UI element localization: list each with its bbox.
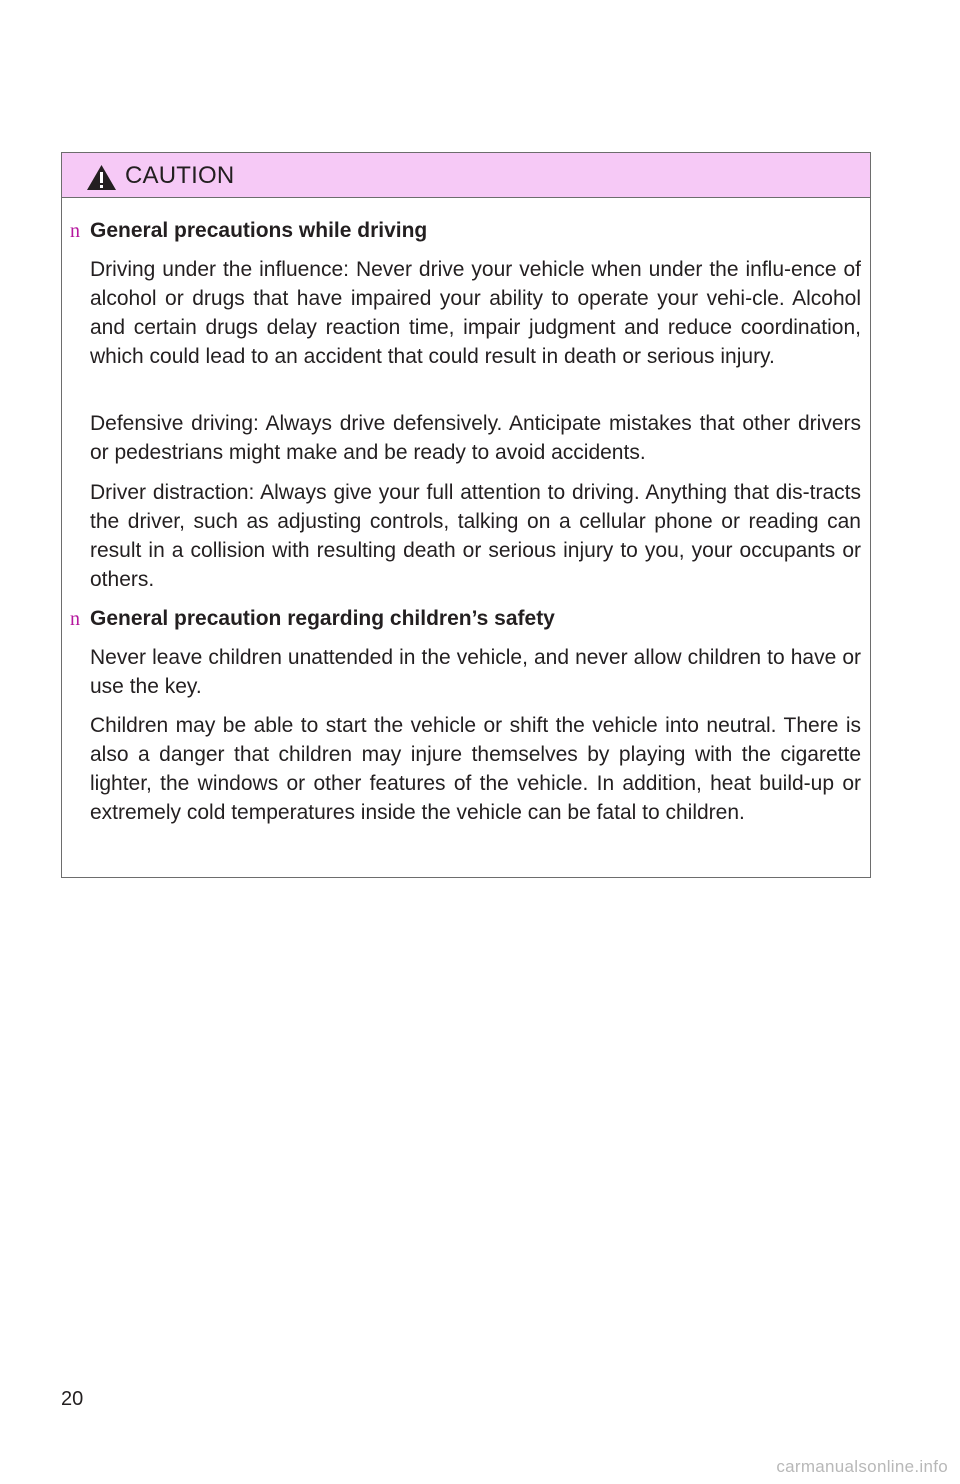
caution-header [62, 153, 870, 198]
watermark-text: carmanualsonline.info [776, 1457, 948, 1476]
paragraph: Driving under the influence: Never drive your vehicle when under the influ-ence of alcohol or drugs that have impaired your ability to operate your vehi-cle. Alcohol and certain drugs delay reaction time, impair judgment and reduce coordination, which could lead to an accident that could result in death or serious injury. [90, 258, 861, 368]
bullet-marker: n [70, 608, 80, 630]
section-heading-text: General precautions while driving [90, 219, 428, 242]
bullet-marker: n [70, 220, 80, 242]
paragraph: Children may be able to start the vehicle or shift the vehicle into neutral. There is also a danger that children may injure themselves by playing with the cigarette lighter, the windows or other features of the vehicle. In addition, heat build-up or extremely cold temperatures inside the vehicle can be fatal to children. [90, 714, 861, 824]
caution-box [61, 152, 871, 878]
caution-title: CAUTION [125, 162, 235, 189]
section-heading [70, 604, 555, 634]
paragraph: Never leave children unattended in the vehicle, and never allow children to have or use the key. [90, 646, 861, 698]
page-number: 20 [61, 1388, 84, 1410]
paragraph: Defensive driving: Always drive defensively. Anticipate mistakes that other drivers or pedestrians might make and be ready to avoid accidents. [90, 412, 861, 464]
section-heading-text: General precaution regarding children’s safety [90, 607, 555, 630]
section-heading [70, 216, 427, 246]
warning-triangle-icon [86, 164, 117, 191]
paragraph: Driver distraction: Always give your full attention to driving. Anything that dis-tracts the driver, such as adjusting controls, talking on a cellular phone or reading can result in a collision with resulting death or serious injury to you, your occupants or others. [90, 481, 861, 591]
